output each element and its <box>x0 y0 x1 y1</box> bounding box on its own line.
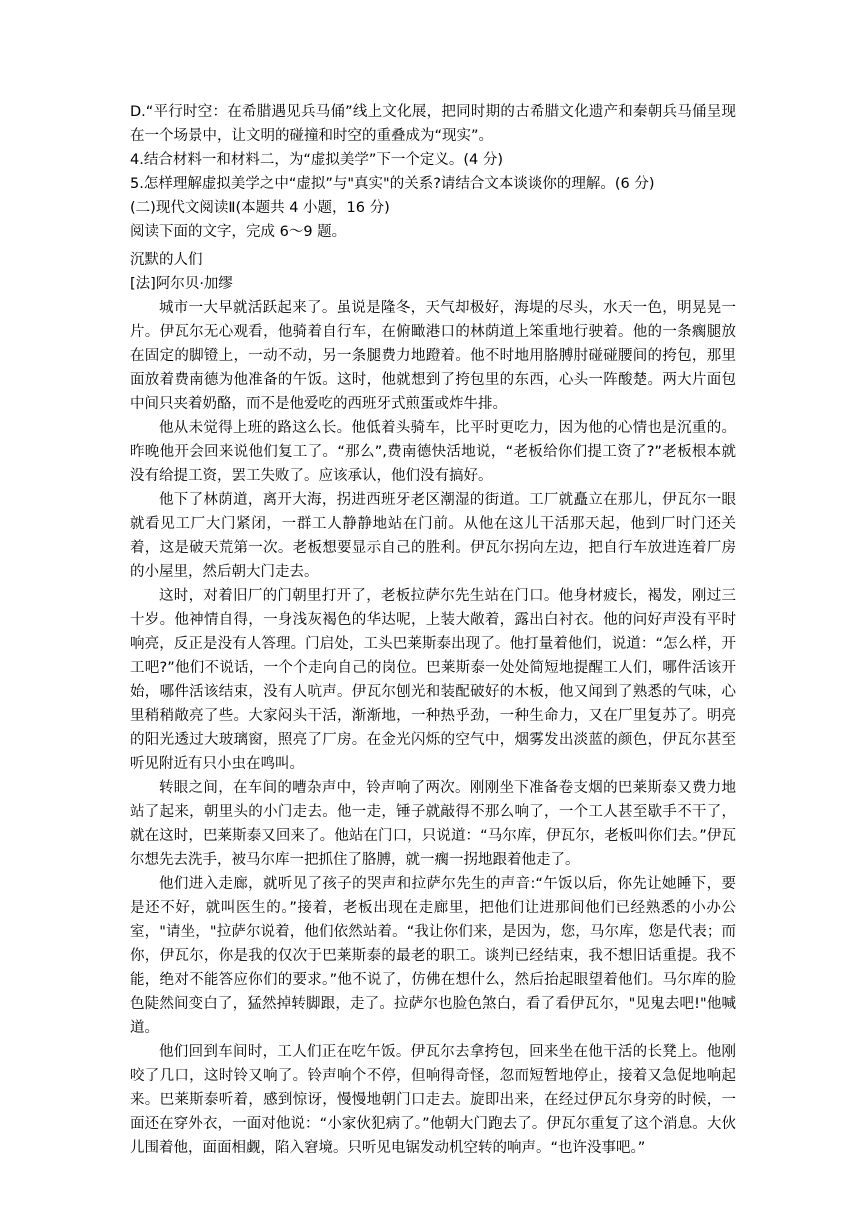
article-title: 沉默的人们 <box>130 252 203 268</box>
article-paragraph: 城市一大早就活跃起来了。虽说是隆冬，天气却极好，海堤的尽头，水天一色，明晃晃一片。伊瓦尔无心观看，他骑着自行车，在俯瞰港口的林荫道上笨重地行驶着。他的一条瘸腿放在固定的脚镫上，一动不动，另一条腿费力地蹬着。他不时地用胳膊肘碰碰腰间的挎包，那里面放着费南德为他准备的午饭。这时，他就想到了挎包里的东西，心头一阵酸楚。两大片面包中间只夹着奶酪，而不是他爱吃的西班牙式煎蛋或炸牛排。 <box>130 300 736 412</box>
option-d: D.“平行时空：在希腊遇见兵马俑”线上文化展，把同时期的古希腊文化遗产和秦朝兵马俑呈现在一个场景中，让文明的碰撞和时空的重叠成为“现实”。 <box>130 104 736 144</box>
article-paragraph: 他从未觉得上班的路这么长。他低着头骑车，比平时更吃力，因为他的心情也是沉重的。昨晚他开会回来说他们复工了。“那么”,费南德快活地说，“老板给你们提工资了?”老板根本就没有给提工资，罢工失败了。应该承认，他们没有搞好。 <box>130 420 736 484</box>
article-paragraph: 转眼之间，在车间的嘈杂声中，铃声响了两次。刚刚坐下准备卷支烟的巴莱斯泰又费力地站了起来，朝里头的小门走去。他一走，锤子就敲得不那么响了，一个工人甚至歇手不干了，就在这时，巴莱斯泰又回来了。他站在门口，只说道：“马尔库，伊瓦尔，老板叫你们去。”伊瓦尔想先去洗手，被马尔库一把抓住了胳膊，就一瘸一拐地跟着他走了。 <box>130 780 736 868</box>
question-4: 4.结合材料一和材料二，为“虚拟美学”下一个定义。(4 分) <box>130 152 504 168</box>
question-5: 5.怎样理解虚拟美学之中“虚拟”与"真实"的关系?请结合文本谈谈你的理解。(6 分) <box>130 176 655 192</box>
article-paragraph: 他们回到车间时，工人们正在吃午饭。伊瓦尔去拿挎包，回来坐在他干活的长凳上。他刚咬了几口，这时铃又响了。铃声响个不停，但响得奇怪，忽而短暂地停止，接着又急促地响起来。巴莱斯泰听着，感到惊讶，慢慢地朝门口走去。旋即出来，在经过伊瓦尔身旁的时候，一面还在穿外衣，一面对他说：“小家伙犯病了。”他朝大门跑去了。伊瓦尔重复了这个消息。大伙儿围着他，面面相觑，陷入窘境。只听见电锯发动机空转的响声。“也许没事吧。” <box>130 1044 736 1156</box>
section-heading: (二)现代文阅读Ⅱ(本题共 4 小题，16 分) <box>130 200 390 216</box>
article-paragraph: 他们进入走廊，就听见了孩子的哭声和拉萨尔先生的声音:“午饭以后，你先让她睡下，要是还不好，就叫医生的。”接着，老板出现在走廊里，把他们让进那间他们已经熟悉的小办公室，"请坐，"拉萨尔说着，他们依然站着。“我让你们来，是因为，您，马尔库，您是代表；而你，伊瓦尔，你是我的仅次于巴莱斯泰的最老的职工。谈判已经结束，我不想旧话重提。我不能，绝对不能答应你们的要求。”他不说了，仿佛在想什么，然后抬起眼望着他们。马尔库的脸色陡然间变白了，猛然掉转脚跟，走了。拉萨尔也脸色煞白，看了看伊瓦尔，"见鬼去吧!"他喊道。 <box>130 876 736 1036</box>
article-author: [法]阿尔贝·加缪 <box>130 276 233 292</box>
article-body <box>130 296 736 1160</box>
article-paragraph: 他下了林荫道，离开大海，拐进西班牙老区潮湿的街道。工厂就矗立在那儿，伊瓦尔一眼就看见工厂大门紧闭，一群工人静静地站在门前。从他在这儿干活那天起，他到厂时门还关着，这是破天荒第一次。老板想要显示自己的胜利。伊瓦尔拐向左边，把自行车放进连着厂房的小屋里，然后朝大门走去。 <box>130 492 736 580</box>
document-page <box>130 100 736 1160</box>
article-paragraph: 这时，对着旧厂的门朝里打开了，老板拉萨尔先生站在门口。他身材疲长，褐发，刚过三十岁。他神情自得，一身浅灰褐色的华达呢，上装大敞着，露出白衬衣。他的问好声没有平时响亮，反正是没有人答理。门启处，工头巴莱斯泰出现了。他打量着他们，说道：“怎么样，开工吧?”他们不说话，一个个走向自己的岗位。巴莱斯泰一处处简短地提醒工人们，哪件活该开始，哪件活该结束，没有人吭声。伊瓦尔刨光和装配破好的木板，他又闻到了熟悉的气味，心里稍稍敞亮了些。大家闷头干活，渐渐地，一种热乎劲，一种生命力，又在厂里复苏了。明亮的阳光透过大玻璃窗，照亮了厂房。在金光闪烁的空气中，烟雾发出淡蓝的颜色，伊瓦尔甚至听见附近有只小虫在鸣叫。 <box>130 588 736 772</box>
reading-instruction: 阅读下面的文字，完成 6～9 题。 <box>130 224 347 240</box>
